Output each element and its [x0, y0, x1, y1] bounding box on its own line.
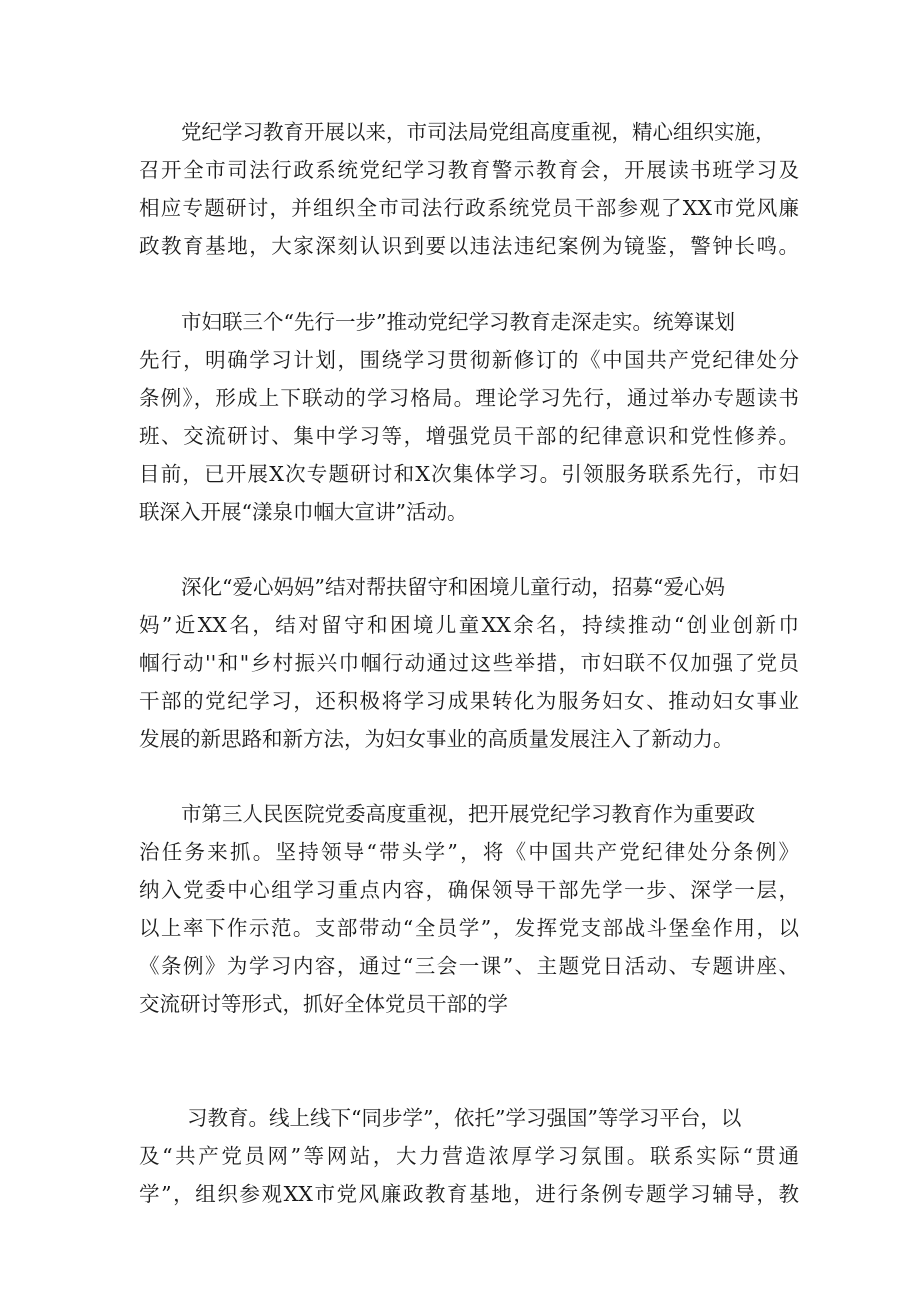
text-line: 联深入开展“漾泉巾帼大宣讲”活动。	[139, 500, 468, 524]
text-line: 召开全市司法行政系统党纪学习教育警示教育会，开展读书班学习及	[139, 158, 799, 182]
text-line: 政教育基地，大家深刻认识到要以违法违纪案例为镜鉴，警钟长鸣。	[139, 234, 799, 258]
paragraph-judicial-bureau	[139, 113, 799, 265]
text-line: 发展的新思路和新方法，为妇女事业的高质量发展注入了新动力。	[139, 727, 734, 751]
paragraph-third-hospital	[139, 795, 799, 1023]
text-line: 相应专题研讨，并组织全市司法行政系统党员干部参观了XX市党风廉	[139, 196, 799, 220]
text-line: 治任务来抓。坚持领导“带头学”，将《中国共产党纪律处分条例》	[139, 840, 799, 864]
text-line: 妈”近XX名，结对留守和困境儿童XX余名，持续推动“创业创新巾	[139, 613, 799, 637]
text-line: 先行，明确学习计划，围绕学习贯彻新修订的《中国共产党纪律处分	[139, 348, 799, 372]
text-line: 帼行动''和"乡村振兴巾帼行动通过这些举措，市妇联不仅加强了党员	[139, 651, 799, 675]
text-line: 《条例》为学习内容，通过“三会一课”、主题党日活动、专题讲座、	[139, 954, 799, 978]
text-line: 班、交流研讨、集中学习等，增强党员干部的纪律意识和党性修养。	[139, 424, 799, 448]
text-line: 条例》，形成上下联动的学习格局。理论学习先行，通过举办专题读书	[139, 386, 799, 410]
paragraph-caring-mothers	[139, 568, 799, 758]
text-line: 交流研讨等形式，抓好全体党员干部的学	[139, 992, 508, 1016]
text-line: 纳入党委中心组学习重点内容，确保领导干部先学一步、深学一层，	[139, 878, 799, 902]
text-line: 以上率下作示范。支部带动“全员学”，发挥党支部战斗堡垒作用，以	[139, 916, 799, 940]
text-line: 目前，已开展X次专题研讨和X次集体学习。引领服务联系先行，市妇	[139, 462, 799, 486]
text-line: 党纪学习教育开展以来，市司法局党组高度重视，精心组织实施，	[181, 120, 776, 144]
text-line: 习教育。线上线下“同步学”，依托”学习强国”等学习平台，以	[187, 1106, 742, 1130]
text-line: 及“共产党员网”等网站，大力营造浓厚学习氛围。联系实际“贯通	[139, 1144, 799, 1168]
text-line: 深化“爱心妈妈”结对帮扶留守和困境儿童行动，招募“爱心妈	[181, 575, 725, 599]
paragraph-hospital-continued	[139, 1099, 799, 1213]
text-line: 干部的党纪学习，还积极将学习成果转化为服务妇女、推动妇女事业	[139, 689, 799, 713]
text-line: 市妇联三个“先行一步”推动党纪学习教育走深走实。统筹谋划	[181, 310, 735, 334]
text-line: 市第三人民医院党委高度重视，把开展党纪学习教育作为重要政	[181, 802, 755, 826]
paragraph-womens-federation	[139, 303, 799, 531]
text-line: 学”，组织参观XX市党风廉政教育基地，进行条例专题学习辅导，教	[139, 1182, 799, 1206]
